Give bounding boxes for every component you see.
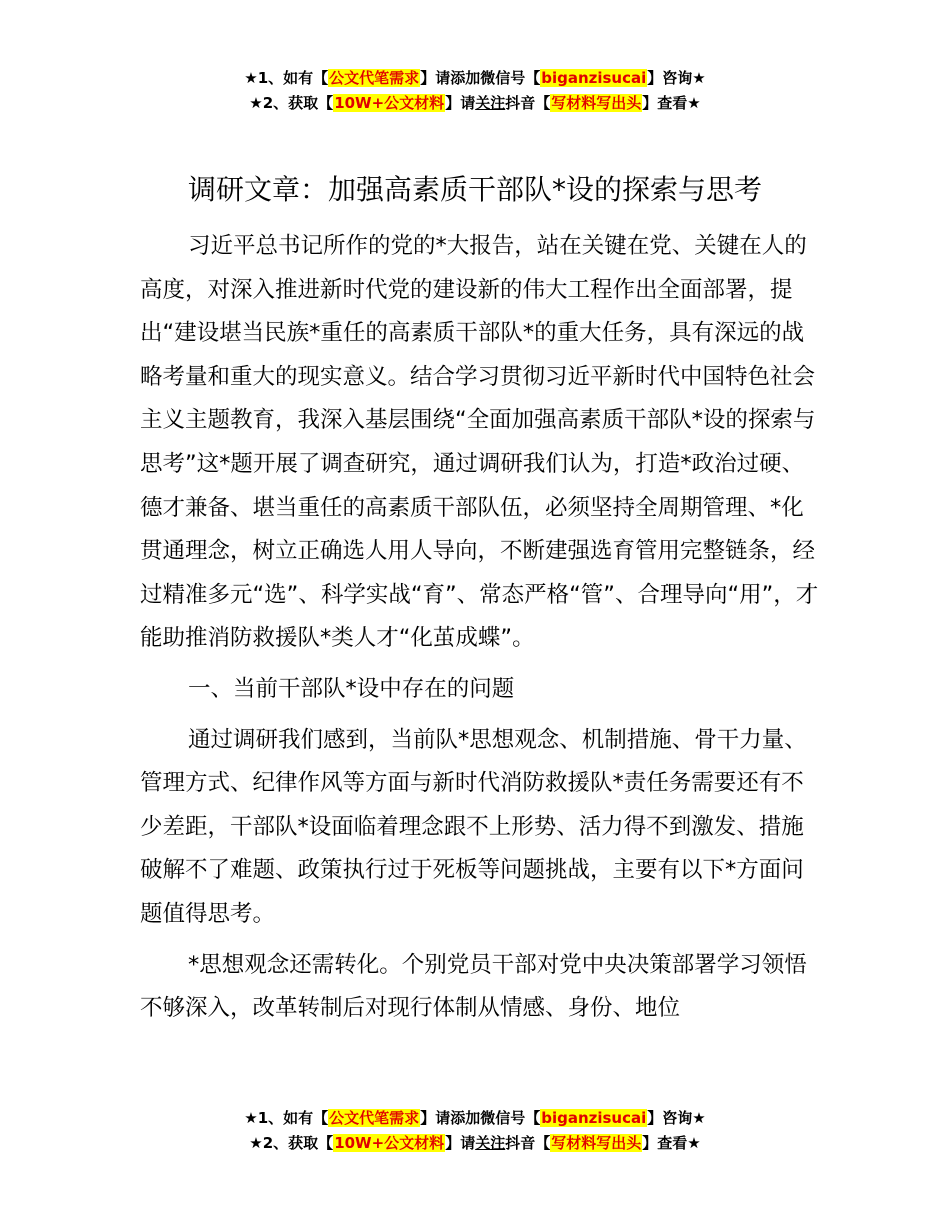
promo-line-1 bbox=[0, 66, 950, 91]
promo-highlight: biganzisucai bbox=[541, 1109, 647, 1127]
promo-line-2 bbox=[0, 91, 950, 116]
paragraph: *思想观念还需转化。个别党员干部对党中央决策部署学习领悟不够深入，改革转制后对现行体制从情感、身份、地位 bbox=[140, 951, 807, 1022]
paragraph: 习近平总书记所作的党的*大报告，站在关键在党、关键在人的高度，对深入推进新时代党的建设新的伟大工程作出全面部署，提出“建设堪当民族*重任的高素质干部队*的重大任务，具有深远的战略考量和重大的现实意义。结合学习贯彻习近平新时代中国特色社会主义主题教育，我深入基层围绕“全面加强高素质干部队*设的探索与思考”这*题开展了调查研究，通过调研我们认为，打造*政治过硬、德才兼备、堪当重任的高素质干部队伍，必须坚持全周期管理、*化贯通理念，树立正确选人用人导向，不断建强选育管用完整链条，经过精准多元“选”、科学实战“育”、常态严格“管”、合理导向“用”，才能助推消防救援队*类人才“化茧成蝶”。 bbox=[140, 233, 819, 652]
section-heading: 一、当前干部队*设中存在的问题 bbox=[188, 675, 515, 702]
promo-text: 】请添加微信号【 bbox=[420, 69, 541, 87]
paragraph: 通过调研我们感到，当前队*思想观念、机制措施、骨干力量、管理方式、纪律作风等方面与新时代消防救援队*责任务需要还有不少差距，干部队*设面临着理念跟不上形势、活力得不到激发、措施破解不了难题、政策执行过于死板等问题挑战，主要有以下*方面问题值得思考。 bbox=[140, 726, 807, 927]
promo-text: ★1、如有【 bbox=[244, 1109, 329, 1127]
promo-highlight: 公文代笔需求 bbox=[329, 1109, 420, 1127]
promo-text: 】请 bbox=[445, 1134, 476, 1152]
document-title: 调研文章：加强高素质干部队*设的探索与思考 bbox=[187, 173, 762, 206]
promo-underline: 关注 bbox=[475, 94, 506, 112]
promo-text: 】查看★ bbox=[642, 94, 701, 112]
promo-text: 】咨询★ bbox=[647, 69, 706, 87]
promo-text: 】查看★ bbox=[642, 1134, 701, 1152]
promo-text: 】咨询★ bbox=[647, 1109, 706, 1127]
promo-highlight: 公文代笔需求 bbox=[329, 69, 420, 87]
promo-highlight: 10W+公文材料 bbox=[334, 1134, 445, 1152]
promo-banner-bottom bbox=[0, 1106, 950, 1156]
promo-text: 抖音【 bbox=[505, 94, 551, 112]
promo-text: ★2、获取【 bbox=[249, 1134, 334, 1152]
promo-text: ★2、获取【 bbox=[249, 94, 334, 112]
promo-text: ★1、如有【 bbox=[244, 69, 329, 87]
promo-text: 】请添加微信号【 bbox=[420, 1109, 541, 1127]
promo-line-1 bbox=[0, 1106, 950, 1131]
promo-highlight: biganzisucai bbox=[541, 69, 647, 87]
promo-highlight: 写材料写出头 bbox=[551, 1134, 642, 1152]
promo-text: 抖音【 bbox=[505, 1134, 551, 1152]
document-body bbox=[140, 225, 820, 1031]
promo-highlight: 写材料写出头 bbox=[551, 94, 642, 112]
promo-banner-top bbox=[0, 66, 950, 116]
promo-highlight: 10W+公文材料 bbox=[334, 94, 445, 112]
promo-line-2 bbox=[0, 1131, 950, 1156]
promo-underline: 关注 bbox=[475, 1134, 506, 1152]
promo-text: 】请 bbox=[445, 94, 476, 112]
